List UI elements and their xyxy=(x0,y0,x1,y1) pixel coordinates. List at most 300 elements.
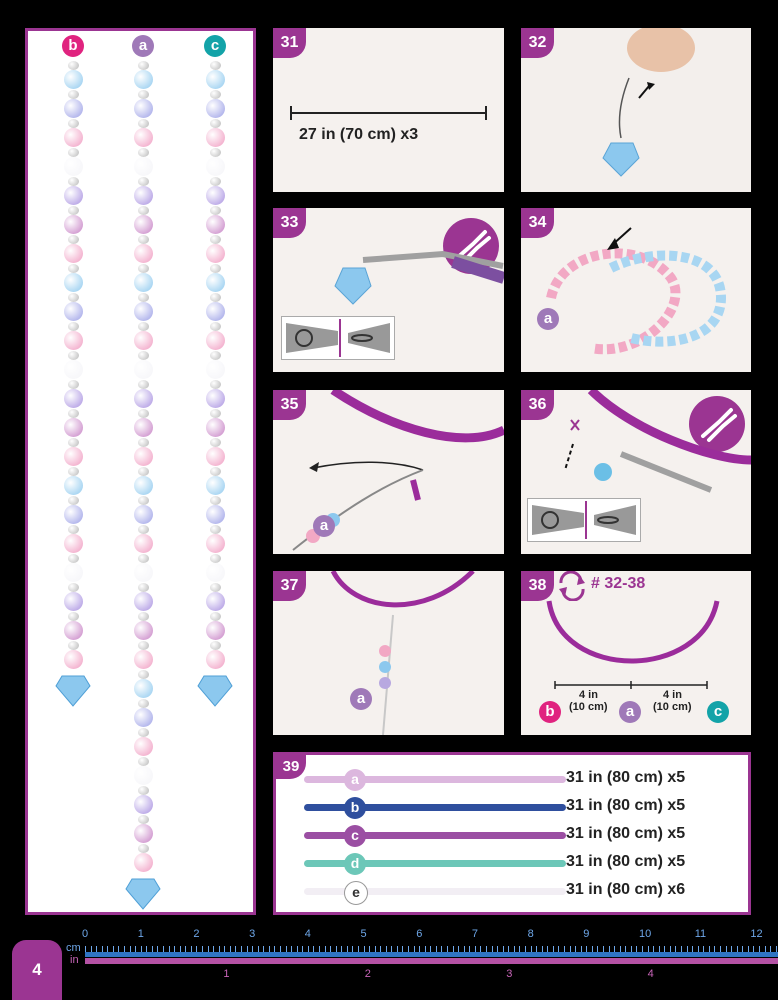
step-31-measure: 27 in (70 cm) x3 xyxy=(299,126,419,143)
ruler-tick xyxy=(196,946,197,952)
ruler-tick xyxy=(436,946,437,952)
bead xyxy=(64,418,83,437)
spacer-bead xyxy=(138,409,149,418)
ruler-tick xyxy=(514,946,515,952)
bead xyxy=(134,592,153,611)
step-31-number: 31 xyxy=(273,28,306,58)
bead xyxy=(206,621,225,640)
ruler-tick xyxy=(659,946,660,952)
spacer-bead xyxy=(68,612,79,621)
bead xyxy=(64,476,83,495)
ruler-tick xyxy=(252,946,253,952)
bead xyxy=(206,302,225,321)
repeat-text: # 32-38 xyxy=(591,575,646,592)
bead xyxy=(134,853,153,872)
step-31-panel xyxy=(273,28,504,192)
cm-tick-label: 11 xyxy=(694,928,707,940)
ruler-tick xyxy=(586,946,587,952)
cm-tick-label: 3 xyxy=(249,928,256,940)
ruler-tick xyxy=(91,946,92,952)
bead xyxy=(206,70,225,89)
spacer-bead xyxy=(138,119,149,128)
ruler-tick xyxy=(726,946,727,952)
ruler-tick xyxy=(174,946,175,952)
spacer-bead xyxy=(68,61,79,70)
spacer-bead xyxy=(138,699,149,708)
step-37-bead-label: a xyxy=(350,688,372,710)
cm-tick-label: 1 xyxy=(137,928,144,940)
ruler-tick xyxy=(508,946,509,952)
ruler-tick xyxy=(230,946,231,952)
step-38-label-b: b xyxy=(539,701,561,723)
spacer-bead xyxy=(138,612,149,621)
bead xyxy=(64,389,83,408)
ruler-tick xyxy=(152,946,153,952)
cm-tick-label: 12 xyxy=(750,928,763,940)
bead xyxy=(134,331,153,350)
step-37-illustration xyxy=(273,571,504,735)
spacer-bead xyxy=(68,293,79,302)
cm-tick-label: 2 xyxy=(193,928,200,940)
step-36-number: 36 xyxy=(521,390,554,420)
spacer-bead xyxy=(68,119,79,128)
ruler-tick xyxy=(141,946,142,952)
step-32-number: 32 xyxy=(521,28,554,58)
bead xyxy=(64,70,83,89)
in-tick-label: 1 xyxy=(223,968,230,980)
ruler-tick xyxy=(458,946,459,952)
step-34-number: 34 xyxy=(521,208,554,238)
ruler-tick xyxy=(519,946,520,952)
cm-unit: cm xyxy=(66,942,81,954)
ruler-tick xyxy=(202,946,203,952)
ruler-tick xyxy=(408,946,409,952)
ruler-tick xyxy=(698,946,699,952)
bead xyxy=(134,708,153,727)
bead xyxy=(206,99,225,118)
spacer-bead xyxy=(210,177,221,186)
ruler-tick xyxy=(102,946,103,952)
spacer-bead xyxy=(138,728,149,737)
ruler-tick xyxy=(687,946,688,952)
in-unit: in xyxy=(70,954,79,966)
bead xyxy=(206,505,225,524)
ruler-tick xyxy=(636,946,637,952)
bead xyxy=(64,273,83,292)
bead xyxy=(134,244,153,263)
spacer-bead xyxy=(210,235,221,244)
spacer-bead xyxy=(68,322,79,331)
spacer-bead xyxy=(210,438,221,447)
bead xyxy=(64,447,83,466)
ruler-tick xyxy=(274,946,275,952)
spacer-bead xyxy=(68,409,79,418)
ruler-tick xyxy=(753,946,754,952)
spacer-bead xyxy=(68,235,79,244)
ruler-in-bar xyxy=(85,958,778,964)
ruler-tick xyxy=(118,946,119,952)
ruler-tick xyxy=(369,946,370,952)
ruler-tick xyxy=(770,946,771,952)
ruler-tick xyxy=(208,946,209,952)
ruler-tick xyxy=(414,946,415,952)
spacer-bead xyxy=(210,583,221,592)
step-38-label-c: c xyxy=(707,701,729,723)
ruler-tick xyxy=(364,946,365,952)
ruler-tick xyxy=(224,946,225,952)
ruler-tick xyxy=(391,946,392,952)
bead xyxy=(64,157,83,176)
bead xyxy=(206,534,225,553)
bead xyxy=(134,534,153,553)
bead xyxy=(206,331,225,350)
step-35-bead-label: a xyxy=(313,515,335,537)
spacer-bead xyxy=(210,90,221,99)
cm-tick-label: 5 xyxy=(360,928,367,940)
ruler-tick xyxy=(386,946,387,952)
ruler-tick xyxy=(542,946,543,952)
ruler-tick xyxy=(670,946,671,952)
bead xyxy=(134,418,153,437)
ruler-footer xyxy=(0,920,778,1000)
ruler-tick xyxy=(219,946,220,952)
ruler-tick xyxy=(347,946,348,952)
spacer-bead xyxy=(68,177,79,186)
ruler-tick xyxy=(380,946,381,952)
spacer-bead xyxy=(210,264,221,273)
ruler-tick xyxy=(163,946,164,952)
bead xyxy=(206,215,225,234)
ruler-tick xyxy=(297,946,298,952)
spacer-bead xyxy=(138,786,149,795)
cm-tick-label: 4 xyxy=(304,928,311,940)
spacer-bead xyxy=(138,293,149,302)
spacer-bead xyxy=(138,322,149,331)
ruler-tick xyxy=(469,946,470,952)
spacer-bead xyxy=(210,61,221,70)
strand-b-label: b xyxy=(62,35,84,57)
step-39-number: 39 xyxy=(276,755,306,779)
spacer-bead xyxy=(68,351,79,360)
thread-row xyxy=(284,769,744,791)
ruler-tick xyxy=(336,946,337,952)
step-32-illustration xyxy=(521,28,751,192)
bead xyxy=(134,737,153,756)
spacer-bead xyxy=(210,612,221,621)
bead xyxy=(134,766,153,785)
bead xyxy=(64,244,83,263)
ruler-tick xyxy=(703,946,704,952)
thread-length: 31 in (80 cm) x5 xyxy=(566,825,686,842)
cm-tick-label: 10 xyxy=(639,928,652,940)
bead xyxy=(206,592,225,611)
ruler-tick xyxy=(319,946,320,952)
ruler-tick xyxy=(330,946,331,952)
ruler-tick xyxy=(135,946,136,952)
step-37-number: 37 xyxy=(273,571,306,601)
spacer-bead xyxy=(138,467,149,476)
spacer-bead xyxy=(210,554,221,563)
spacer-bead xyxy=(210,380,221,389)
bead xyxy=(206,244,225,263)
step-38-number: 38 xyxy=(521,571,554,601)
bead xyxy=(134,505,153,524)
spacer-bead xyxy=(210,119,221,128)
spacer-bead xyxy=(138,264,149,273)
spacer-bead xyxy=(68,90,79,99)
ruler-tick xyxy=(425,946,426,952)
bead xyxy=(134,128,153,147)
bead xyxy=(134,157,153,176)
spacer-bead xyxy=(138,177,149,186)
ruler-tick xyxy=(492,946,493,952)
ruler-tick xyxy=(503,946,504,952)
ruler-tick xyxy=(313,946,314,952)
ruler-tick xyxy=(714,946,715,952)
step-34-panel xyxy=(521,208,751,372)
thread-length: 31 in (80 cm) x5 xyxy=(566,797,686,814)
spacer-bead xyxy=(210,351,221,360)
step-35-illustration xyxy=(273,390,504,554)
ruler-tick xyxy=(213,946,214,952)
spacer-bead xyxy=(138,90,149,99)
ruler-tick xyxy=(375,946,376,952)
step-35-panel xyxy=(273,390,504,554)
cm-tick-label: 6 xyxy=(416,928,423,940)
ruler-tick xyxy=(96,946,97,952)
ruler-tick xyxy=(191,946,192,952)
thread-length: 31 in (80 cm) x5 xyxy=(566,769,686,786)
bead xyxy=(206,476,225,495)
strand-a-label: a xyxy=(132,35,154,57)
cm-tick-label: 8 xyxy=(527,928,534,940)
ruler-tick xyxy=(531,946,532,952)
ruler-tick xyxy=(742,946,743,952)
thread-length: 31 in (80 cm) x6 xyxy=(566,881,686,898)
step-33-number: 33 xyxy=(273,208,306,238)
ruler-tick xyxy=(169,946,170,952)
ruler-tick xyxy=(113,946,114,952)
spacer-bead xyxy=(68,554,79,563)
bead xyxy=(134,360,153,379)
ruler-tick xyxy=(302,946,303,952)
spacer-bead xyxy=(138,844,149,853)
spacer-bead xyxy=(68,496,79,505)
ruler-tick xyxy=(291,946,292,952)
ruler-tick xyxy=(235,946,236,952)
ruler-tick xyxy=(358,946,359,952)
bead xyxy=(206,418,225,437)
bead xyxy=(64,650,83,669)
step-38-label-a: a xyxy=(619,701,641,723)
bead xyxy=(134,99,153,118)
bead xyxy=(134,563,153,582)
spacer-bead xyxy=(138,641,149,650)
bead xyxy=(206,186,225,205)
ruler-tick xyxy=(525,946,526,952)
spacer-bead xyxy=(138,351,149,360)
thread-row xyxy=(284,881,744,903)
ruler-tick xyxy=(480,946,481,952)
ruler-tick xyxy=(553,946,554,952)
ruler-tick xyxy=(486,946,487,952)
bead xyxy=(64,505,83,524)
ruler-tick xyxy=(536,946,537,952)
ruler-tick xyxy=(447,946,448,952)
ruler-tick xyxy=(464,946,465,952)
ruler-tick xyxy=(441,946,442,952)
bead-strand-panel xyxy=(25,28,256,915)
ruler-cm-bar xyxy=(85,952,778,957)
ruler-tick xyxy=(748,946,749,952)
cm-tick-label: 0 xyxy=(82,928,89,940)
ruler-tick xyxy=(107,946,108,952)
ruler-tick xyxy=(664,946,665,952)
ruler-tick xyxy=(258,946,259,952)
spacer-bead xyxy=(210,641,221,650)
ruler-tick xyxy=(558,946,559,952)
ruler-tick xyxy=(430,946,431,952)
ruler-tick xyxy=(692,946,693,952)
ruler-tick xyxy=(592,946,593,952)
ruler-tick xyxy=(497,946,498,952)
thread-row xyxy=(284,797,744,819)
bead xyxy=(64,215,83,234)
step-35-number: 35 xyxy=(273,390,306,420)
ruler-tick xyxy=(269,946,270,952)
ruler-tick xyxy=(709,946,710,952)
spacer-bead xyxy=(68,467,79,476)
measure-line xyxy=(273,28,504,192)
bead xyxy=(64,99,83,118)
thread-label: e xyxy=(344,881,368,905)
bead xyxy=(64,534,83,553)
ruler-tick xyxy=(737,946,738,952)
ruler-tick xyxy=(325,946,326,952)
spacer-bead xyxy=(138,148,149,157)
bead xyxy=(64,302,83,321)
bead xyxy=(134,824,153,843)
thread-label: d xyxy=(344,853,366,875)
ruler-tick xyxy=(597,946,598,952)
thread-row xyxy=(284,825,744,847)
ruler-tick xyxy=(765,946,766,952)
in-tick-label: 2 xyxy=(364,968,371,980)
bead xyxy=(134,186,153,205)
spacer-bead xyxy=(138,670,149,679)
strand-c-label: c xyxy=(204,35,226,57)
spacer-bead xyxy=(138,61,149,70)
bead xyxy=(134,679,153,698)
cm-tick-label: 9 xyxy=(583,928,590,940)
spacer-bead xyxy=(68,583,79,592)
ruler-tick xyxy=(85,946,86,952)
bead xyxy=(206,157,225,176)
spacer-bead xyxy=(210,525,221,534)
ruler-tick xyxy=(776,946,777,952)
ruler-tick xyxy=(547,946,548,952)
ruler-tick xyxy=(124,946,125,952)
bead xyxy=(206,447,225,466)
spacer-bead xyxy=(210,409,221,418)
step-33-panel xyxy=(273,208,504,372)
bead xyxy=(134,215,153,234)
thread-label: a xyxy=(344,769,366,791)
ruler-tick xyxy=(614,946,615,952)
step-32-panel xyxy=(521,28,751,192)
ruler-tick xyxy=(731,946,732,952)
right-distance: 4 in xyxy=(663,689,682,701)
bead xyxy=(134,302,153,321)
pendant-bead xyxy=(54,674,92,713)
spacer-bead xyxy=(210,322,221,331)
ruler-tick xyxy=(653,946,654,952)
left-distance-cm: (10 cm) xyxy=(569,701,608,713)
ruler-tick xyxy=(280,946,281,952)
spacer-bead xyxy=(210,148,221,157)
ruler-tick xyxy=(759,946,760,952)
ruler-tick xyxy=(603,946,604,952)
cm-tick-label: 7 xyxy=(471,928,479,940)
spacer-bead xyxy=(210,206,221,215)
ruler-tick xyxy=(341,946,342,952)
spacer-bead xyxy=(68,641,79,650)
spacer-bead xyxy=(68,148,79,157)
spacer-bead xyxy=(138,525,149,534)
bead xyxy=(134,621,153,640)
left-distance: 4 in xyxy=(579,689,598,701)
pliers-inset-diagram xyxy=(281,316,395,360)
bead xyxy=(64,621,83,640)
spacer-bead xyxy=(138,757,149,766)
spacer-bead xyxy=(68,438,79,447)
ruler-tick xyxy=(720,946,721,952)
ruler-tick xyxy=(620,946,621,952)
right-distance-cm: (10 cm) xyxy=(653,701,692,713)
ruler-tick xyxy=(631,946,632,952)
spacer-bead xyxy=(138,815,149,824)
bead xyxy=(206,563,225,582)
step-37-panel xyxy=(273,571,504,735)
spacer-bead xyxy=(68,380,79,389)
bead xyxy=(134,795,153,814)
thread-row xyxy=(284,853,744,875)
bead xyxy=(64,186,83,205)
ruler-tick xyxy=(157,946,158,952)
ruler-tick xyxy=(247,946,248,952)
ruler-tick xyxy=(352,946,353,952)
spacer-bead xyxy=(138,206,149,215)
ruler-tick xyxy=(675,946,676,952)
bead xyxy=(64,128,83,147)
bead xyxy=(206,650,225,669)
bead xyxy=(64,563,83,582)
ruler-tick xyxy=(146,946,147,952)
ruler-tick xyxy=(180,946,181,952)
spacer-bead xyxy=(68,264,79,273)
bead xyxy=(64,360,83,379)
spacer-bead xyxy=(138,583,149,592)
ruler-tick xyxy=(419,946,420,952)
in-tick-label: 3 xyxy=(506,968,513,980)
spacer-bead xyxy=(210,293,221,302)
spacer-bead xyxy=(210,496,221,505)
bead xyxy=(64,331,83,350)
in-tick-label: 4 xyxy=(647,968,654,980)
step-36-panel xyxy=(521,390,751,554)
thread-label: b xyxy=(344,797,366,819)
bead xyxy=(206,128,225,147)
